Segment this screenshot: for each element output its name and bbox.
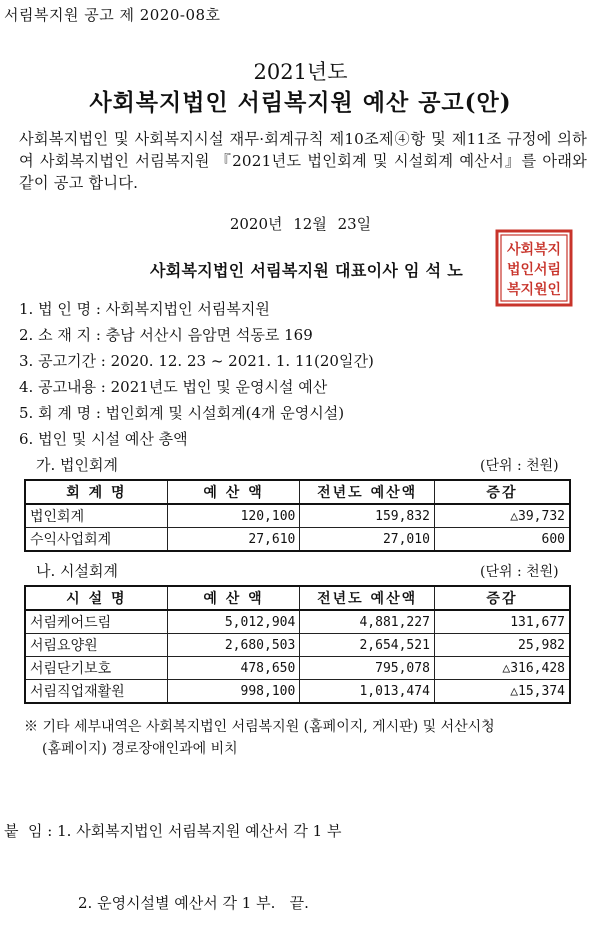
facility-budget-table bbox=[24, 585, 571, 704]
budget-value: 27,610 bbox=[167, 528, 300, 552]
page-title: 사회복지법인 서림복지원 예산 공고(안) bbox=[89, 89, 512, 116]
table-row bbox=[25, 657, 570, 680]
prev-budget-value: 795,078 bbox=[300, 657, 435, 680]
notice-items bbox=[19, 296, 374, 452]
footnote bbox=[24, 716, 495, 760]
item-address: 2. 소 재 지 : 충남 서산시 음암면 석동로 169 bbox=[19, 326, 313, 344]
corporate-budget-table bbox=[24, 479, 571, 552]
account-name: 법인회계 bbox=[25, 504, 167, 528]
item-totals: 6. 법인 및 시설 예산 총액 bbox=[19, 430, 188, 448]
facility-name: 서림요양원 bbox=[25, 634, 167, 657]
seal-text-2: 법인서림 bbox=[506, 262, 562, 278]
change-value: △15,374 bbox=[434, 680, 570, 704]
table-row bbox=[25, 610, 570, 634]
attachment-item-2: 2. 운영시설별 예산서 각 1 부. 끝. bbox=[78, 894, 309, 912]
footnote-line-1: ※ 기타 세부내역은 사회복지법인 서림복지원 (홈페이지, 게시판) 및 서산시청 bbox=[24, 719, 495, 735]
item-content: 4. 공고내용 : 2021년도 법인 및 운영시설 예산 bbox=[19, 378, 328, 396]
col-header-name: 회 계 명 bbox=[25, 480, 167, 504]
table-row bbox=[25, 634, 570, 657]
item-period: 3. 공고기간 : 2020. 12. 23 ~ 2021. 1. 11(20일간) bbox=[19, 352, 374, 370]
facility-name: 서림케어드림 bbox=[25, 610, 167, 634]
prev-budget-value: 2,654,521 bbox=[300, 634, 435, 657]
change-value: △39,732 bbox=[434, 504, 570, 528]
col-header-budget: 예 산 액 bbox=[167, 586, 300, 610]
item-accounts: 5. 회 계 명 : 법인회계 및 시설회계(4개 운영시설) bbox=[19, 404, 345, 422]
col-header-budget: 예 산 액 bbox=[167, 480, 300, 504]
attachment-item-1: 1. 사회복지법인 서림복지원 예산서 각 1 부 bbox=[57, 822, 342, 840]
budget-value: 5,012,904 bbox=[167, 610, 300, 634]
attachment-label: 붙 임 : bbox=[4, 822, 53, 840]
corporate-heading: 가. 법인회계 bbox=[36, 456, 118, 474]
prev-budget-value: 159,832 bbox=[300, 504, 435, 528]
col-header-prev-budget: 전년도 예산액 bbox=[300, 480, 435, 504]
col-header-change: 증감 bbox=[434, 480, 570, 504]
table-row bbox=[25, 680, 570, 704]
notice-date: 2020년 12월 23일 bbox=[229, 215, 372, 233]
intro-paragraph: 사회복지법인 및 사회복지시설 재무·회계규칙 제10조제④항 및 제11조 규정에 의하여 사회복지법인 서림복지원 『2021년도 법인회계 및 시설회계 예산서』를 아래와 같이 공고 합니다. bbox=[19, 130, 587, 192]
footnote-line-2: (홈페이지) 경로장애인과에 비치 bbox=[42, 741, 238, 757]
change-value: 131,677 bbox=[434, 610, 570, 634]
change-value: △316,428 bbox=[434, 657, 570, 680]
col-header-name: 시 설 명 bbox=[25, 586, 167, 610]
prev-budget-value: 1,013,474 bbox=[300, 680, 435, 704]
col-header-prev-budget: 전년도 예산액 bbox=[300, 586, 435, 610]
corporate-unit: (단위 : 천원) bbox=[480, 458, 559, 474]
facility-unit: (단위 : 천원) bbox=[480, 564, 559, 580]
table-row bbox=[25, 504, 570, 528]
col-header-change: 증감 bbox=[434, 586, 570, 610]
table-row bbox=[25, 528, 570, 552]
seal-text-1: 사회복지 bbox=[506, 242, 562, 258]
facility-heading: 나. 시설회계 bbox=[36, 562, 118, 580]
seal-text-3: 복지원인 bbox=[506, 282, 562, 298]
budget-value: 2,680,503 bbox=[167, 634, 300, 657]
account-name: 수익사업회계 bbox=[25, 528, 167, 552]
change-value: 25,982 bbox=[434, 634, 570, 657]
official-seal-icon bbox=[494, 228, 574, 308]
budget-value: 478,650 bbox=[167, 657, 300, 680]
budget-value: 120,100 bbox=[167, 504, 300, 528]
title-year: 2021년도 bbox=[253, 60, 348, 84]
prev-budget-value: 27,010 bbox=[300, 528, 435, 552]
item-corporation-name: 1. 법 인 명 : 사회복지법인 서림복지원 bbox=[19, 300, 270, 318]
signer-line: 사회복지법인 서림복지원 대표이사 임 석 노 bbox=[150, 261, 463, 280]
change-value: 600 bbox=[434, 528, 570, 552]
table-header-row bbox=[25, 586, 570, 610]
budget-value: 998,100 bbox=[167, 680, 300, 704]
facility-name: 서림직업재활원 bbox=[25, 680, 167, 704]
table-header-row bbox=[25, 480, 570, 504]
notice-number: 서림복지원 공고 제 2020-08호 bbox=[4, 6, 221, 24]
attachments bbox=[4, 771, 341, 939]
prev-budget-value: 4,881,227 bbox=[300, 610, 435, 634]
facility-name: 서림단기보호 bbox=[25, 657, 167, 680]
